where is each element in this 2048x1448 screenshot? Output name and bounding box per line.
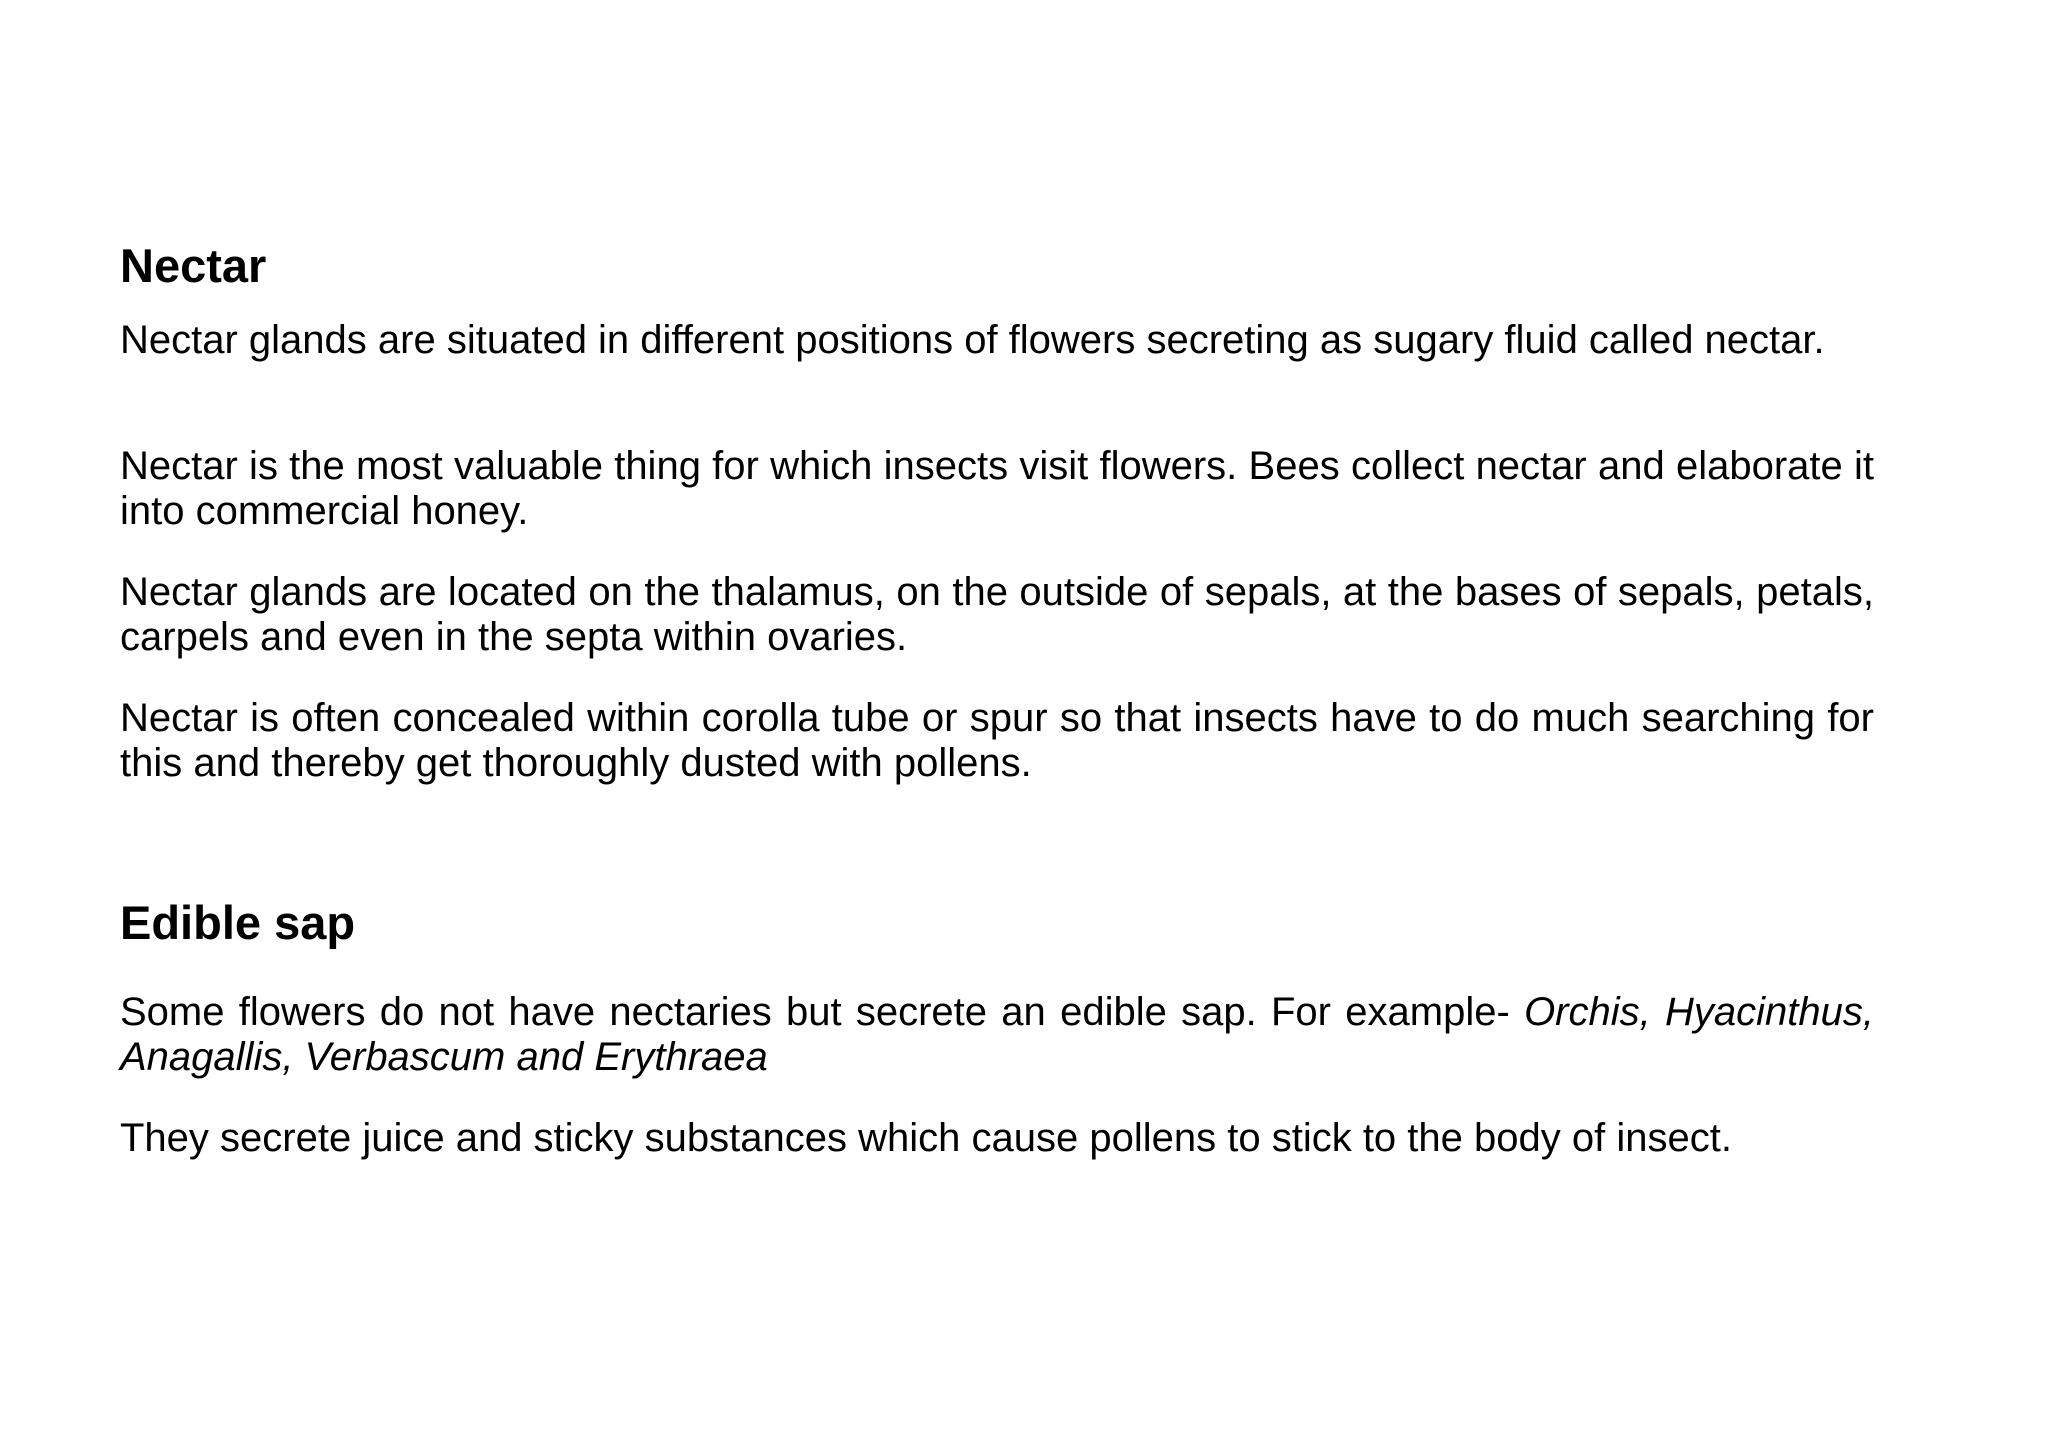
body-paragraph: Nectar is the most valuable thing for which insects visit flowers. Bees collect nectar and elaborate it into commercial honey. — [120, 444, 1874, 533]
body-paragraph: They secrete juice and sticky substances which cause pollens to stick to the body of insect. — [120, 1116, 1732, 1160]
body-text: Some flowers do not have nectaries but secrete an edible sap. For example- — [120, 990, 1525, 1034]
edible-sap-paragraph-1 — [120, 990, 1874, 1080]
body-paragraph: Nectar glands are situated in different positions of flowers secreting as sugary fluid called nectar. — [120, 318, 1825, 362]
nectar-paragraph-4 — [120, 696, 1874, 786]
edible-sap-section — [120, 897, 1874, 949]
edible-sap-paragraph-2 — [120, 1116, 1874, 1161]
body-paragraph: Nectar is often concealed within corolla tube or spur so that insects have to do much searching for this and thereby get thoroughly dusted with pollens. — [120, 696, 1874, 785]
example-genera: Orchis, Hyacinthus, Anagallis, Verbascum and Erythraea — [120, 990, 1875, 1079]
nectar-section — [120, 240, 1874, 292]
section-heading-nectar: Nectar — [120, 239, 267, 292]
nectar-paragraph-2 — [120, 444, 1874, 534]
body-paragraph — [120, 990, 1874, 1080]
nectar-paragraph-3 — [120, 570, 1874, 660]
body-paragraph: Nectar glands are located on the thalamus, on the outside of sepals, at the bases of sepals, petals, carpels and even in the septa within ovaries. — [120, 570, 1874, 659]
section-heading-edible-sap: Edible sap — [120, 896, 356, 949]
nectar-paragraph-1 — [120, 318, 1874, 363]
